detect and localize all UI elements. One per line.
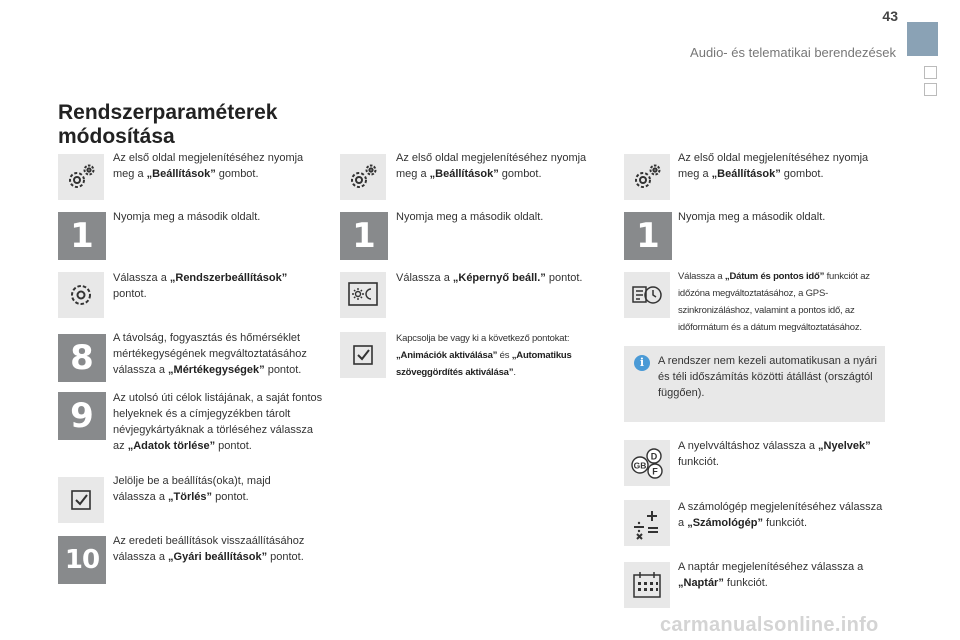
c3-language-text: A nyelvváltáshoz válassza a „Nyelvek” funkciót.	[678, 440, 871, 468]
nav-square-1	[924, 66, 937, 79]
language-letter-d: D	[650, 451, 658, 462]
step-10: 10	[58, 536, 106, 584]
c3-calculator-text: A számológép megjelenítéséhez válassza a „Számológép” funkciót.	[678, 501, 883, 529]
c3-calendar-text: A naptár megjelenítéséhez válassza a „Naptár” funkciót.	[678, 561, 864, 589]
c3-settings-text: Az első oldal megjelenítéséhez nyomja meg a „Beállítások” gombot.	[678, 152, 869, 180]
watermark: carmanualsonline.info	[660, 614, 879, 636]
c1-system-text: Válassza a „Rendszerbeállítások” pontot.	[113, 272, 288, 300]
clock-icon	[624, 272, 670, 318]
c1-units-text: A távolság, fogyasztás és hőmérséklet mértékegységének megváltoztatásához válassza a „Mértékegységek” pontot.	[113, 332, 307, 376]
gears-icon	[58, 154, 104, 200]
nav-square-2	[924, 83, 937, 96]
gears-icon	[340, 154, 386, 200]
page-number: 43	[882, 8, 898, 24]
checkbox-icon	[340, 332, 386, 378]
c2-settings-text: Az első oldal megjelenítéséhez nyomja meg a „Beállítások” gombot.	[396, 152, 587, 180]
step-1: 1	[624, 212, 672, 260]
step-8: 8	[58, 334, 106, 382]
calendar-icon	[624, 562, 670, 608]
step-1: 1	[340, 212, 388, 260]
running-title: Audio- és telematikai berendezések	[690, 45, 896, 60]
language-flags-icon	[624, 440, 670, 486]
step-9: 9	[58, 392, 106, 440]
chapter-tab	[907, 22, 938, 56]
c2-screen-text: Válassza a „Képernyő beáll.” pontot.	[396, 272, 583, 284]
page-title: Rendszerparaméterek módosítása	[58, 101, 278, 148]
c1-page2-text: Nyomja meg a második oldalt.	[113, 211, 261, 223]
c1-settings-text: Az első oldal megjelenítéséhez nyomja meg a „Beállítások” gombot.	[113, 152, 304, 180]
c1-factory-text: Az eredeti beállítások visszaállításához válassza a „Gyári beállítások” pontot.	[113, 535, 305, 563]
c3-datetime-text: Válassza a „Dátum és pontos idő” funkciót az időzóna megváltoztatásához, a GPS-szinkronizáláshoz, valamint a pontos idő, az időformátum és a dátum megváltoztatásához.	[678, 271, 870, 333]
gears-icon	[624, 154, 670, 200]
system-gear-icon	[58, 272, 104, 318]
c1-select-text: Jelölje be a beállítás(oka)t, majd válassza a „Törlés” pontot.	[113, 475, 271, 503]
c2-page2-text: Nyomja meg a második oldalt.	[396, 211, 544, 223]
c2-anim-text: Kapcsolja be vagy ki a következő pontokat: „Animációk aktiválása” és „Automatikus szöveggördítés aktiválása”.	[396, 333, 572, 378]
info-note	[624, 346, 885, 422]
c1-delete-text: Az utolsó úti célok listájának, a saját fontos helyeknek és a címjegyzékben tárolt névjegykártyáknak a törléséhez válassza az „Adatok törlése” pontot.	[113, 392, 323, 452]
info-note-text: A rendszer nem kezeli automatikusan a nyári és téli időszámítás közötti átállást (országtól függően).	[658, 355, 877, 399]
calculator-icon	[624, 500, 670, 546]
step-1: 1	[58, 212, 106, 260]
info-icon: i	[634, 355, 650, 371]
screen-brightness-icon	[340, 272, 386, 318]
checkbox-icon	[58, 477, 104, 523]
c3-page2-text: Nyomja meg a második oldalt.	[678, 211, 826, 223]
language-letter-gb: GB	[633, 460, 647, 471]
language-letter-f: F	[652, 466, 658, 477]
